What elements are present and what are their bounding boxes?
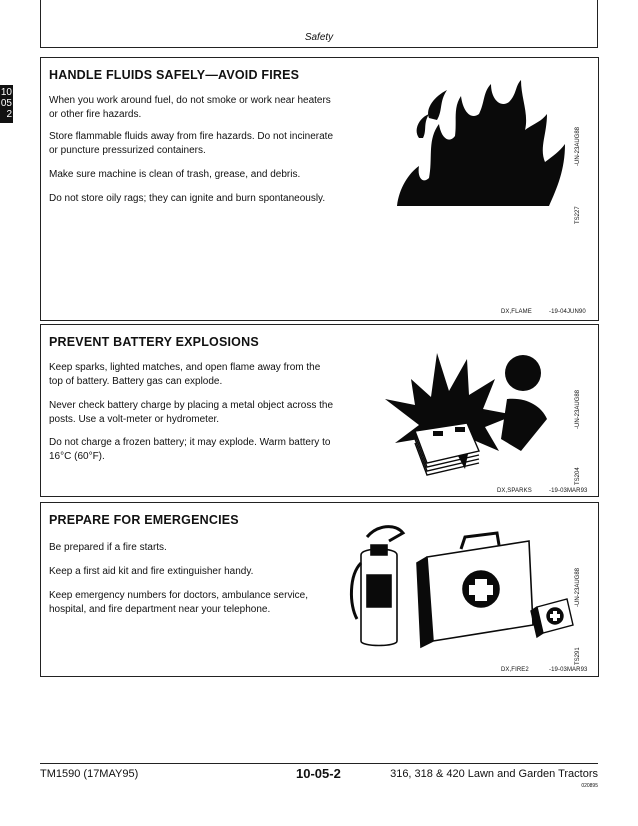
paragraph: Keep a first aid kit and fire extinguisher handy. — [49, 566, 254, 577]
image-date: -UN-23AUG88 — [575, 126, 581, 166]
paragraph: Never check battery charge by placing a metal object across the posts. Use a volt-meter or hydrometer. — [49, 400, 334, 425]
paragraph: Do not store oily rags; they can ignite and burn spontaneously. — [49, 193, 326, 204]
battery-explosion-icon — [375, 339, 555, 479]
image-code: TS227 — [575, 206, 581, 224]
doc-date: -19-04JUN90 — [549, 309, 586, 315]
paragraph: Store flammable fluids away from fire hazards. Do not incinerate or puncture pressurized containers. — [49, 131, 334, 156]
image-date: -UN-23AUG88 — [575, 389, 581, 429]
section-tab — [0, 85, 13, 123]
section-title: HANDLE FLUIDS SAFELY—AVOID FIRES — [49, 68, 300, 82]
image-code: TS291 — [575, 647, 581, 665]
footer-product: 316, 318 & 420 Lawn and Garden Tractors — [390, 768, 598, 780]
section-fluids — [40, 57, 599, 321]
paragraph: Be prepared if a fire starts. — [49, 542, 167, 553]
paragraph: Keep sparks, lighted matches, and open flame away from the top of battery. Battery gas can explode. — [49, 362, 321, 387]
image-code: TS204 — [575, 467, 581, 485]
section-title: PREVENT BATTERY EXPLOSIONS — [49, 335, 259, 349]
paragraph: When you work around fuel, do not smoke or work near heaters or other fire hazards. — [49, 95, 331, 120]
paragraph: Do not charge a frozen battery; it may explode. Warm battery to 16°C (60°F). — [49, 437, 331, 462]
footer-page-number: 10-05-2 — [296, 766, 341, 781]
paragraph: Keep emergency numbers for doctors, ambulance service, hospital, and fire department near your telephone. — [49, 590, 309, 615]
section-tab-line3: 2 — [6, 109, 12, 120]
image-date: -UN-23AUG88 — [575, 567, 581, 607]
section-tab-line2: 05 — [0, 98, 12, 109]
paragraph: Make sure machine is clean of trash, grease, and debris. — [49, 169, 301, 180]
doc-ref: DX,SPARKS — [497, 488, 532, 494]
doc-ref: DX,FIRE2 — [501, 667, 529, 673]
footer-code: 020895 — [581, 783, 598, 789]
doc-ref: DX,FLAME — [501, 309, 532, 315]
section-title: PREPARE FOR EMERGENCIES — [49, 513, 239, 527]
doc-date: -19-03MAR93 — [549, 488, 588, 494]
footer-rule — [40, 763, 598, 764]
first-aid-extinguisher-icon — [341, 515, 576, 650]
page-header-title: Safety — [304, 32, 334, 43]
section-battery — [40, 324, 599, 497]
footer-manual-id: TM1590 (17MAY95) — [40, 768, 139, 780]
section-tab-line1: 10 — [0, 87, 12, 98]
doc-date: -19-03MAR93 — [549, 667, 588, 673]
section-emergencies — [40, 502, 599, 677]
flame-icon — [389, 78, 579, 208]
